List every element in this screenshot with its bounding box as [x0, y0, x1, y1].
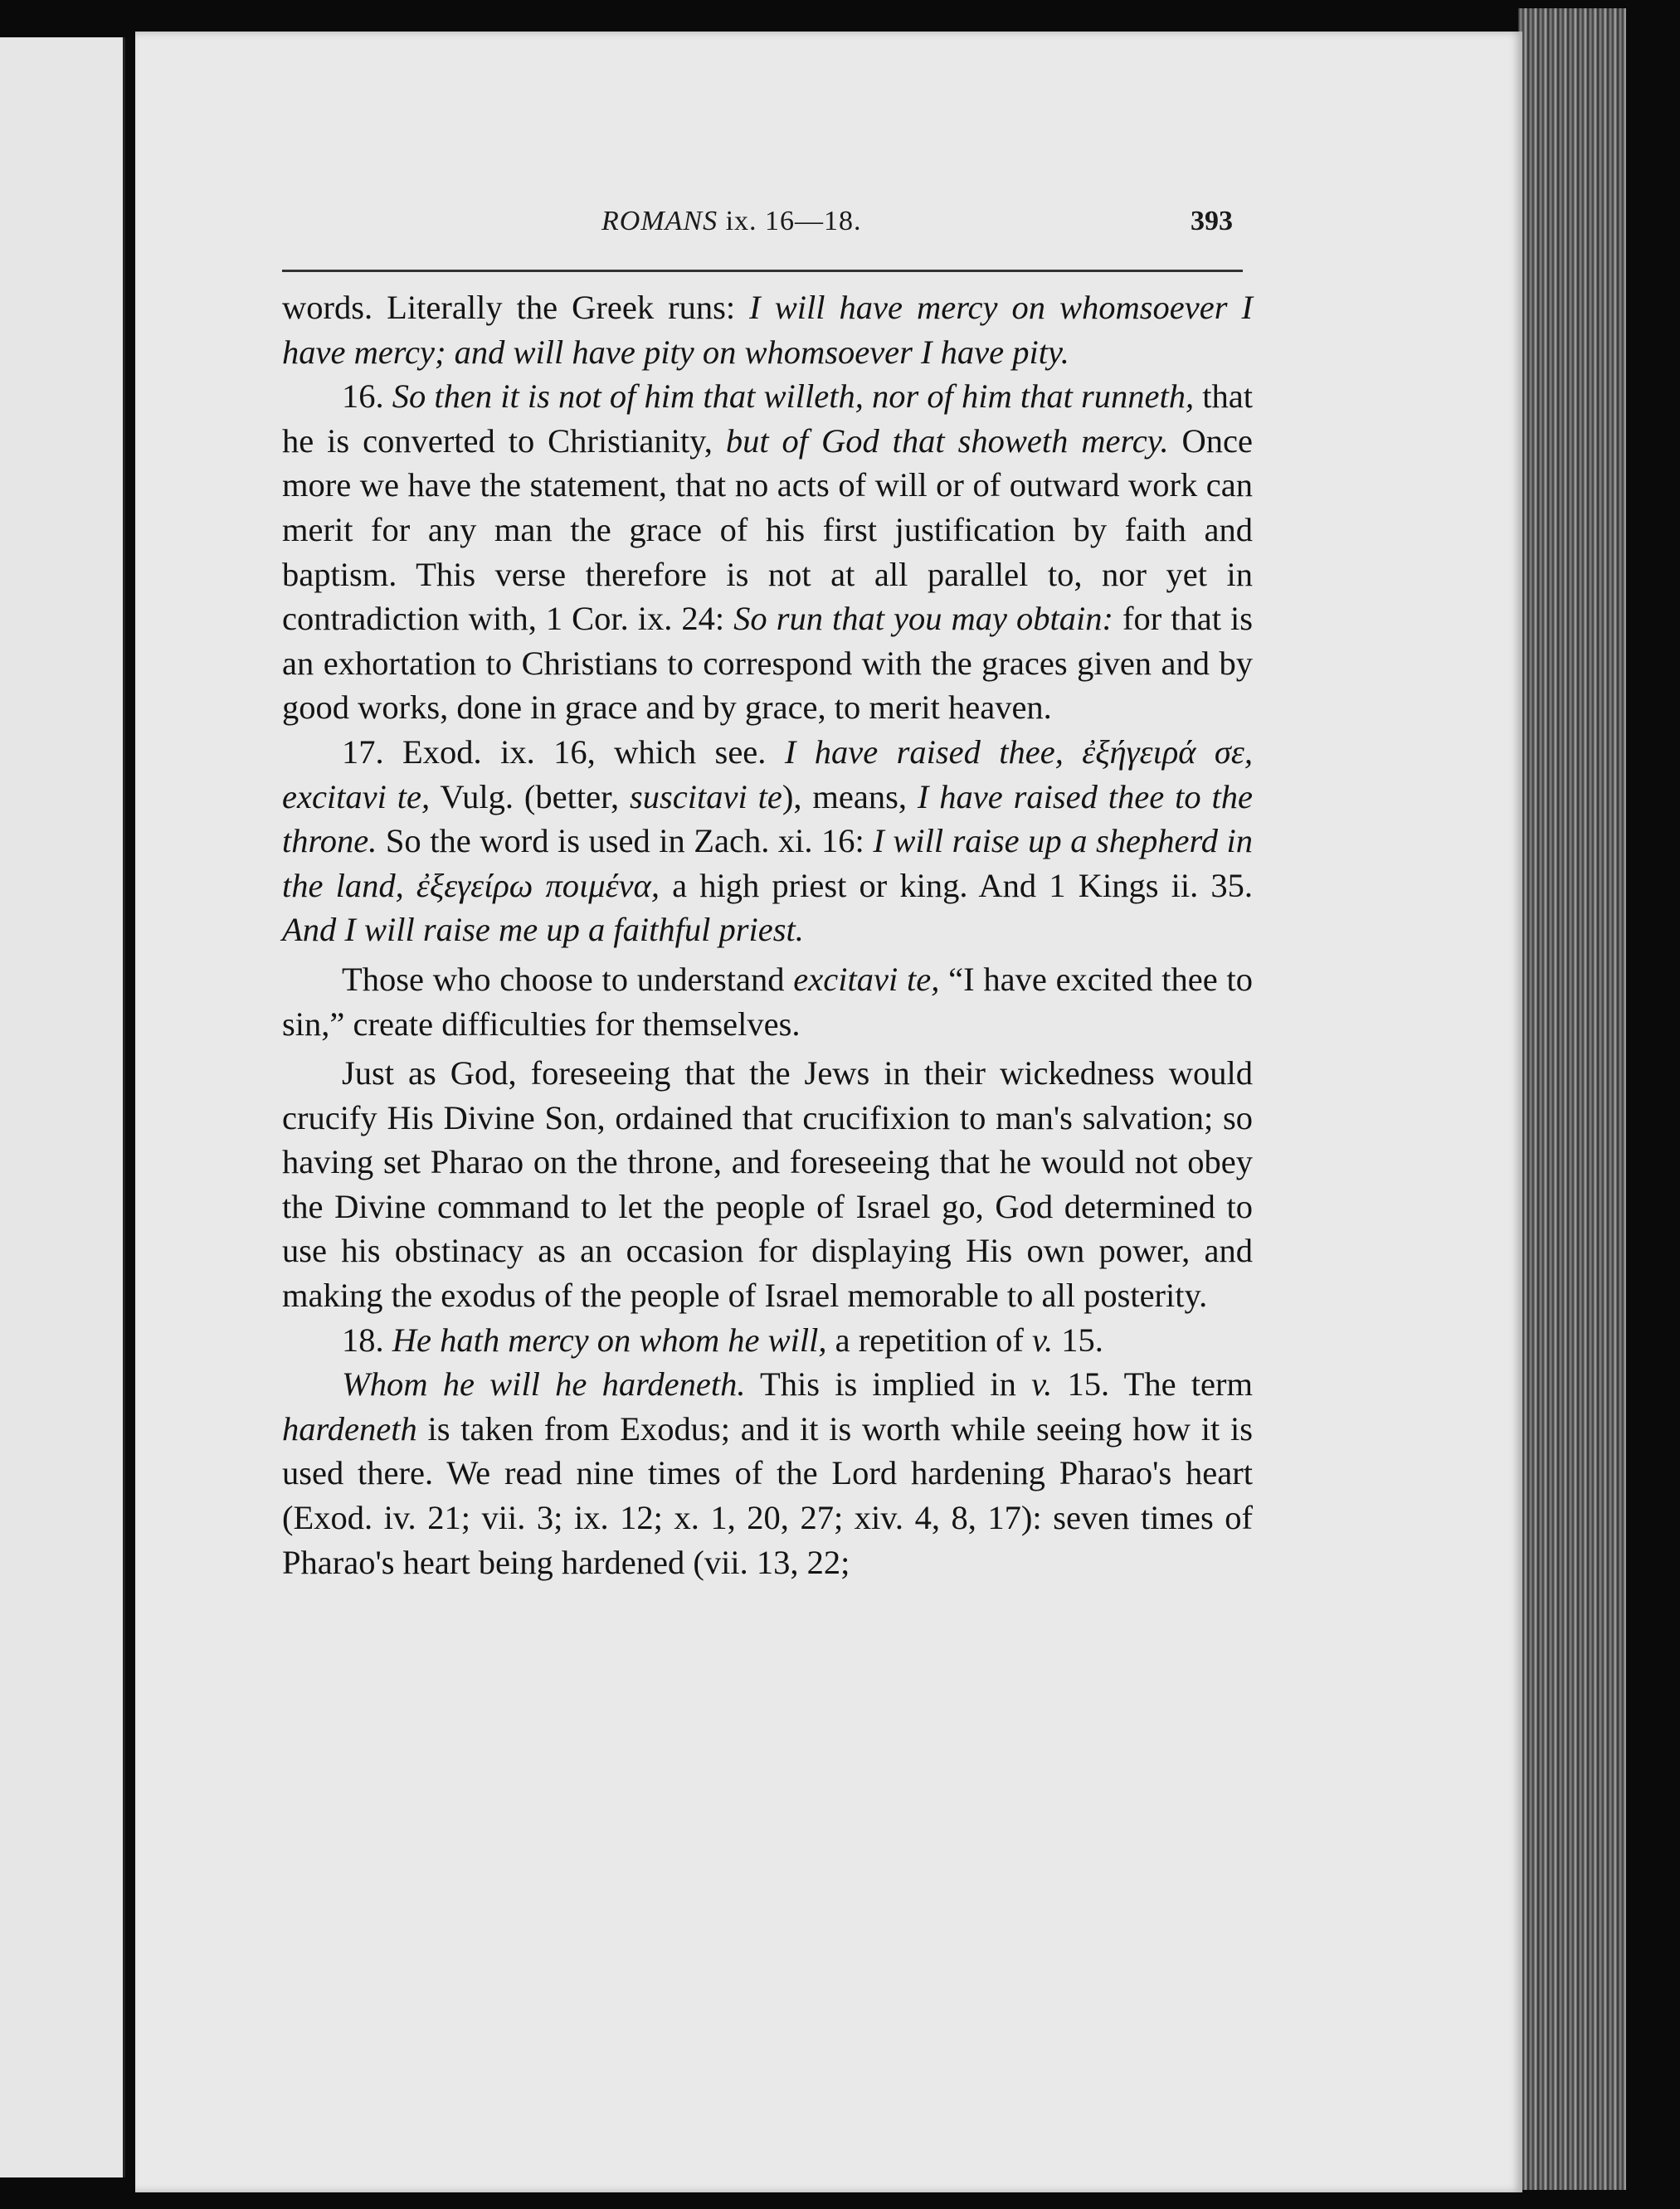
text-run: “I have excited thee to sin,” create difficulties for themselves.	[282, 960, 1254, 1043]
italic-text-run: v.	[1031, 1321, 1054, 1359]
book-page-edges	[1518, 8, 1626, 2190]
italic-text-run: suscitavi te	[630, 777, 782, 815]
italic-text-run: I will raise up a shepherd in the land, ἐξεγείρω ποιμένα,	[282, 822, 1253, 904]
text-run: Once more we have the statement, that no acts of will or of outward work can merit for any man the grace of his first justification by faith and baptism. This verse therefore is not at all parallel to, nor yet in contradiction with, 1 Cor. ix. 24:	[282, 421, 1253, 638]
italic-text-run: I have raised thee to the throne.	[282, 777, 1253, 860]
text-run: Those who choose to understand	[342, 960, 794, 998]
page-number: 393	[1191, 206, 1233, 236]
paragraph	[282, 730, 1253, 952]
paragraph	[282, 1318, 1253, 1363]
text-run: that he is converted to Christianity,	[282, 377, 1253, 460]
italic-text-run: He hath mercy on whom he will,	[392, 1321, 827, 1359]
paragraph	[282, 374, 1253, 730]
italic-text-run: So run that you may obtain:	[733, 600, 1113, 638]
italic-text-run: v.	[1031, 1365, 1053, 1404]
paragraph	[282, 1051, 1253, 1318]
text-run: words. Literally the Greek runs:	[282, 289, 750, 326]
text-run: 17. Exod. ix. 16, which see.	[342, 732, 785, 771]
paragraph	[282, 1362, 1253, 1584]
text-run: a high priest or king. And 1 Kings ii. 35.	[659, 866, 1253, 904]
running-title	[601, 206, 862, 237]
italic-text-run: Whom he will he hardeneth.	[342, 1365, 746, 1404]
italic-text-run: excitavi te,	[793, 960, 940, 998]
running-head	[149, 206, 1253, 247]
header-rule	[282, 270, 1243, 272]
text-run: Vulg. (better,	[430, 777, 631, 815]
text-run: a repetition of	[826, 1321, 1032, 1359]
text-run: Just as God, foreseeing that the Jews in their wickedness would crucify His Divine Son, ordained that crucifixion to man's salvation; so having set Pharao on the throne, and foreseeing that he would not obey the Divine command to let the people of Israel go, God determined to use his obstinacy as an occasion for displaying His own power, and making the exodus of the people of Israel memorable to all posterity.	[282, 1054, 1253, 1315]
italic-text-run: And I will raise me up a faithful priest.	[282, 911, 804, 949]
italic-text-run: I will have mercy on whomsoever I have mercy; and will have pity on whomsoever I have pity.	[282, 289, 1253, 371]
text-run: for that is an exhortation to Christians to correspond with the graces given and by good works, done in grace and by grace, to merit heaven.	[282, 600, 1253, 727]
running-title-book: ROMANS	[601, 206, 718, 236]
italic-text-run: hardeneth	[282, 1409, 417, 1448]
paragraph	[282, 285, 1253, 374]
text-run: 15.	[1053, 1321, 1103, 1359]
running-title-ref: ix. 16—18.	[725, 206, 862, 236]
text-run: ), means,	[782, 777, 918, 815]
previous-page-edge	[0, 37, 125, 2177]
italic-text-run: but of God that showeth mercy.	[725, 421, 1169, 460]
paragraph	[282, 957, 1253, 1046]
text-run: This is implied in	[745, 1365, 1032, 1404]
text-run: 15. The term	[1052, 1365, 1254, 1404]
italic-text-run: So then it is not of him that willeth, nor of him that runneth,	[392, 377, 1195, 416]
text-run: So the word is used in Zach. xi. 16:	[377, 822, 874, 860]
text-run: 16.	[342, 377, 392, 416]
italic-text-run: I have raised thee, ἐξήγειρά σε, excitavi te,	[282, 732, 1253, 815]
text-run: is taken from Exodus; and it is worth while seeing how it is used there. We read nine times of the Lord hardening Pharao's heart (Exod. iv. 21; vii. 3; ix. 12; x. 1, 20, 27; xiv. 4, 8, 17): seven times of Pharao's heart being hardened (vii. 13, 22;	[282, 1409, 1253, 1581]
body-text	[282, 285, 1253, 1584]
text-run: 18.	[342, 1321, 392, 1359]
